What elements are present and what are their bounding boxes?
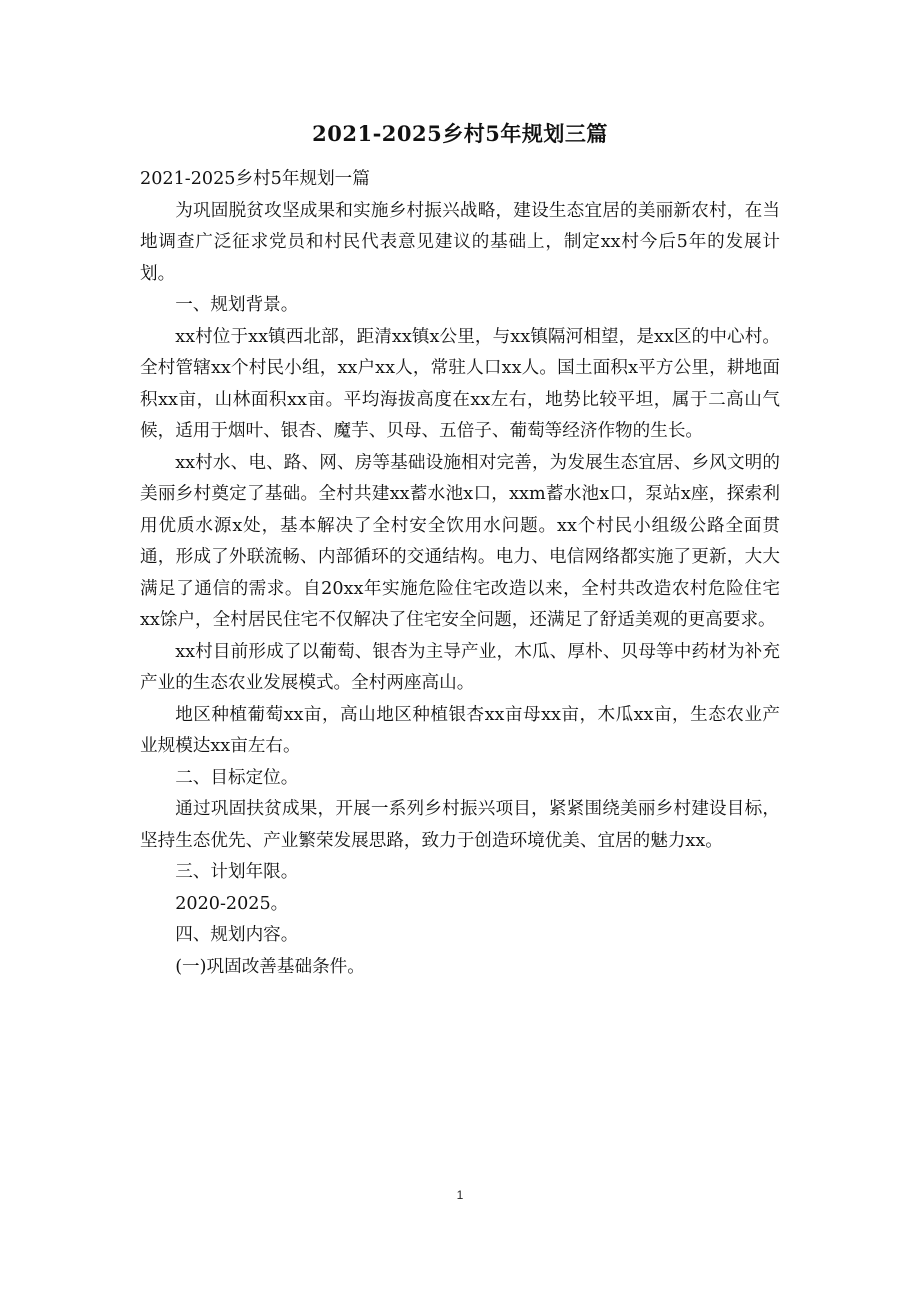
paragraph-goal: 通过巩固扶贫成果，开展一系列乡村振兴项目，紧紧围绕美丽乡村建设目标，坚持生态优先、产业繁荣发展思路，致力于创造环境优美、宜居的魅力xx。 <box>140 799 780 851</box>
section-heading-content: 四、规划内容。 <box>175 925 299 945</box>
paragraph-period: 2020-2025。 <box>175 893 289 914</box>
document-subtitle: 2021-2025乡村5年规划一篇 <box>140 169 370 189</box>
subsection-heading-basics: (一)巩固改善基础条件。 <box>175 956 365 977</box>
paragraph-industry: xx村目前形成了以葡萄、银杏为主导产业，木瓜、厚朴、贝母等中药材为补充产业的生态农业发展模式。全村两座高山。 <box>140 641 780 693</box>
page-number: 1 <box>456 1188 464 1202</box>
document-title: 2021-2025乡村5年规划三篇 <box>312 121 608 146</box>
paragraph-location: xx村位于xx镇西北部，距清xx镇x公里，与xx镇隔河相望，是xx区的中心村。全村管辖xx个村民小组，xx户xx人，常驻人口xx人。国土面积x平方公里，耕地面积xx亩，山林面积xx亩。平均海拔高度在xx左右，地势比较平坦，属于二高山气候，适用于烟叶、银杏、魔芋、贝母、五倍子、葡萄等经济作物的生长。 <box>140 326 780 441</box>
paragraph-planting: 地区种植葡萄xx亩，高山地区种植银杏xx亩母xx亩，木瓜xx亩，生态农业产业规模达xx亩左右。 <box>140 704 780 756</box>
document-body <box>140 164 780 983</box>
section-heading-period: 三、计划年限。 <box>175 862 299 882</box>
paragraph-intro: 为巩固脱贫攻坚成果和实施乡村振兴战略，建设生态宜居的美丽新农村，在当地调查广泛征求党员和村民代表意见建议的基础上，制定xx村今后5年的发展计划。 <box>140 200 780 284</box>
section-heading-background: 一、规划背景。 <box>175 295 299 315</box>
section-heading-goal: 二、目标定位。 <box>175 767 299 788</box>
paragraph-infrastructure: xx村水、电、路、网、房等基础设施相对完善，为发展生态宜居、乡风文明的美丽乡村奠定了基础。全村共建xx蓄水池x口，xxm蓄水池x口，泵站x座，探索利用优质水源x处，基本解决了全村安全饮用水问题。xx个村民小组级公路全面贯通，形成了外联流畅、内部循环的交通结构。电力、电信网络都实施了更新，大大满足了通信的需求。自20xx年实施危险住宅改造以来，全村共改造农村危险住宅xx馀户，全村居民住宅不仅解决了住宅安全问题，还满足了舒适美观的更高要求。 <box>140 452 780 630</box>
